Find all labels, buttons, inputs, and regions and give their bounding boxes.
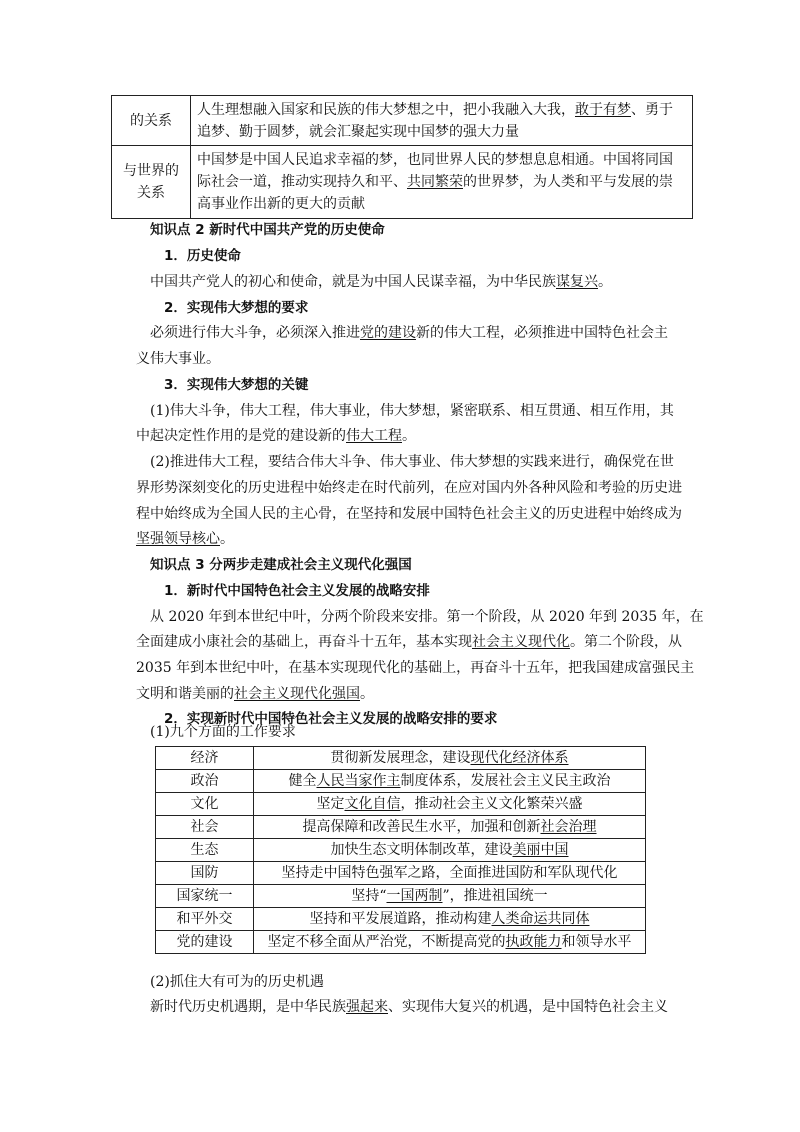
paragraph-line: 程中始终成为全国人民的主心骨，在坚持和发展中国特色社会主义的历史进程中始终成为 [136, 506, 682, 522]
paragraph-line: 中国共产党人的初心和使命，就是为中国人民谋幸福，为中华民族谋复兴。 [150, 274, 612, 290]
nine-aspects-table [155, 746, 646, 954]
table-row: 国家统一 坚持“一国两制”，推进祖国统一 [156, 885, 646, 908]
subsection-subtitle: (1)九个方面的工作要求 [150, 724, 296, 740]
paragraph-line: 新时代历史机遇期，是中华民族强起来、实现伟大复兴的机遇，是中国特色社会主义 [150, 999, 668, 1015]
paragraph-line: 全面建成小康社会的基础上，再奋斗十五年，基本实现社会主义现代化。第二个阶段，从 [136, 634, 682, 650]
table-row: 文化 坚定文化自信，推动社会主义文化繁荣兴盛 [156, 793, 646, 816]
paragraph-line: 界形势深刻变化的历史进程中始终走在时代前列，在应对国内外各种风险和考验的历史进 [136, 480, 682, 496]
row-key: 的关系 [112, 96, 191, 146]
section-title: 知识点 2 新时代中国共产党的历史使命 [150, 222, 385, 238]
paragraph-line: 2035 年到本世纪中叶，在基本实现现代化的基础上，再奋斗十五年，把我国建成富强民主 [136, 660, 695, 676]
paragraph-line: 文明和谐美丽的社会主义现代化强国。 [136, 686, 374, 702]
subsection-title: 3．实现伟大梦想的关键 [164, 377, 309, 393]
paragraph-line: (2)推进伟大工程，要结合伟大斗争、伟大事业、伟大梦想的实践来进行，确保党在世 [150, 454, 674, 470]
subsection-title: 1．新时代中国特色社会主义发展的战略安排 [164, 583, 430, 599]
table-row [112, 96, 693, 146]
subsection-subtitle: (2)抓住大有可为的历史机遇 [150, 974, 324, 990]
paragraph-line: 坚强领导核心。 [136, 531, 234, 547]
table-row: 社会 提高保障和改善民生水平，加强和创新社会治理 [156, 816, 646, 839]
paragraph-line: 中起决定性作用的是党的建设新的伟大工程。 [136, 428, 416, 444]
section-title: 知识点 3 分两步走建成社会主义现代化强国 [150, 557, 412, 573]
subsection-title: 1．历史使命 [164, 248, 241, 264]
row-content: 人生理想融入国家和民族的伟大梦想之中，把小我融入大我，敢于有梦、勇于 追梦、勤于圆梦，就会汇聚起实现中国梦的强大力量 [191, 96, 693, 146]
table-row: 生态 加快生态文明体制改革，建设美丽中国 [156, 839, 646, 862]
table-row [112, 146, 693, 219]
table-row: 国防 坚持走中国特色强军之路，全面推进国防和军队现代化 [156, 862, 646, 885]
table-row: 经济 贯彻新发展理念，建设现代化经济体系 [156, 747, 646, 770]
relations-table [111, 95, 693, 219]
subsection-title: 2．实现伟大梦想的要求 [164, 300, 309, 316]
paragraph-line: 必须进行伟大斗争，必须深入推进党的建设新的伟大工程，必须推进中国特色社会主 [150, 325, 668, 341]
paragraph-line: 从 2020 年到本世纪中叶，分两个阶段来安排。第一个阶段，从 2020 年到 2035 年，在 [150, 609, 704, 625]
paragraph-line: 义伟大事业。 [136, 351, 220, 367]
table-row: 和平外交 坚持和平发展道路，推动构建人类命运共同体 [156, 908, 646, 931]
row-content: 中国梦是中国人民追求幸福的梦，也同世界人民的梦想息息相通。中国将同国 际社会一道，推动实现持久和平、共同繁荣的世界梦，为人类和平与发展的崇 高事业作出新的更大的贡献 [191, 146, 693, 219]
table-row: 党的建设 坚定不移全面从严治党，不断提高党的执政能力和领导水平 [156, 931, 646, 954]
table-row: 政治 健全人民当家作主制度体系，发展社会主义民主政治 [156, 770, 646, 793]
row-key: 与世界的 关系 [112, 146, 191, 219]
subsection-title: 2．实现新时代中国特色社会主义发展的战略安排的要求 [164, 711, 498, 727]
paragraph-line: (1)伟大斗争，伟大工程，伟大事业，伟大梦想，紧密联系、相互贯通、相互作用，其 [150, 403, 674, 419]
